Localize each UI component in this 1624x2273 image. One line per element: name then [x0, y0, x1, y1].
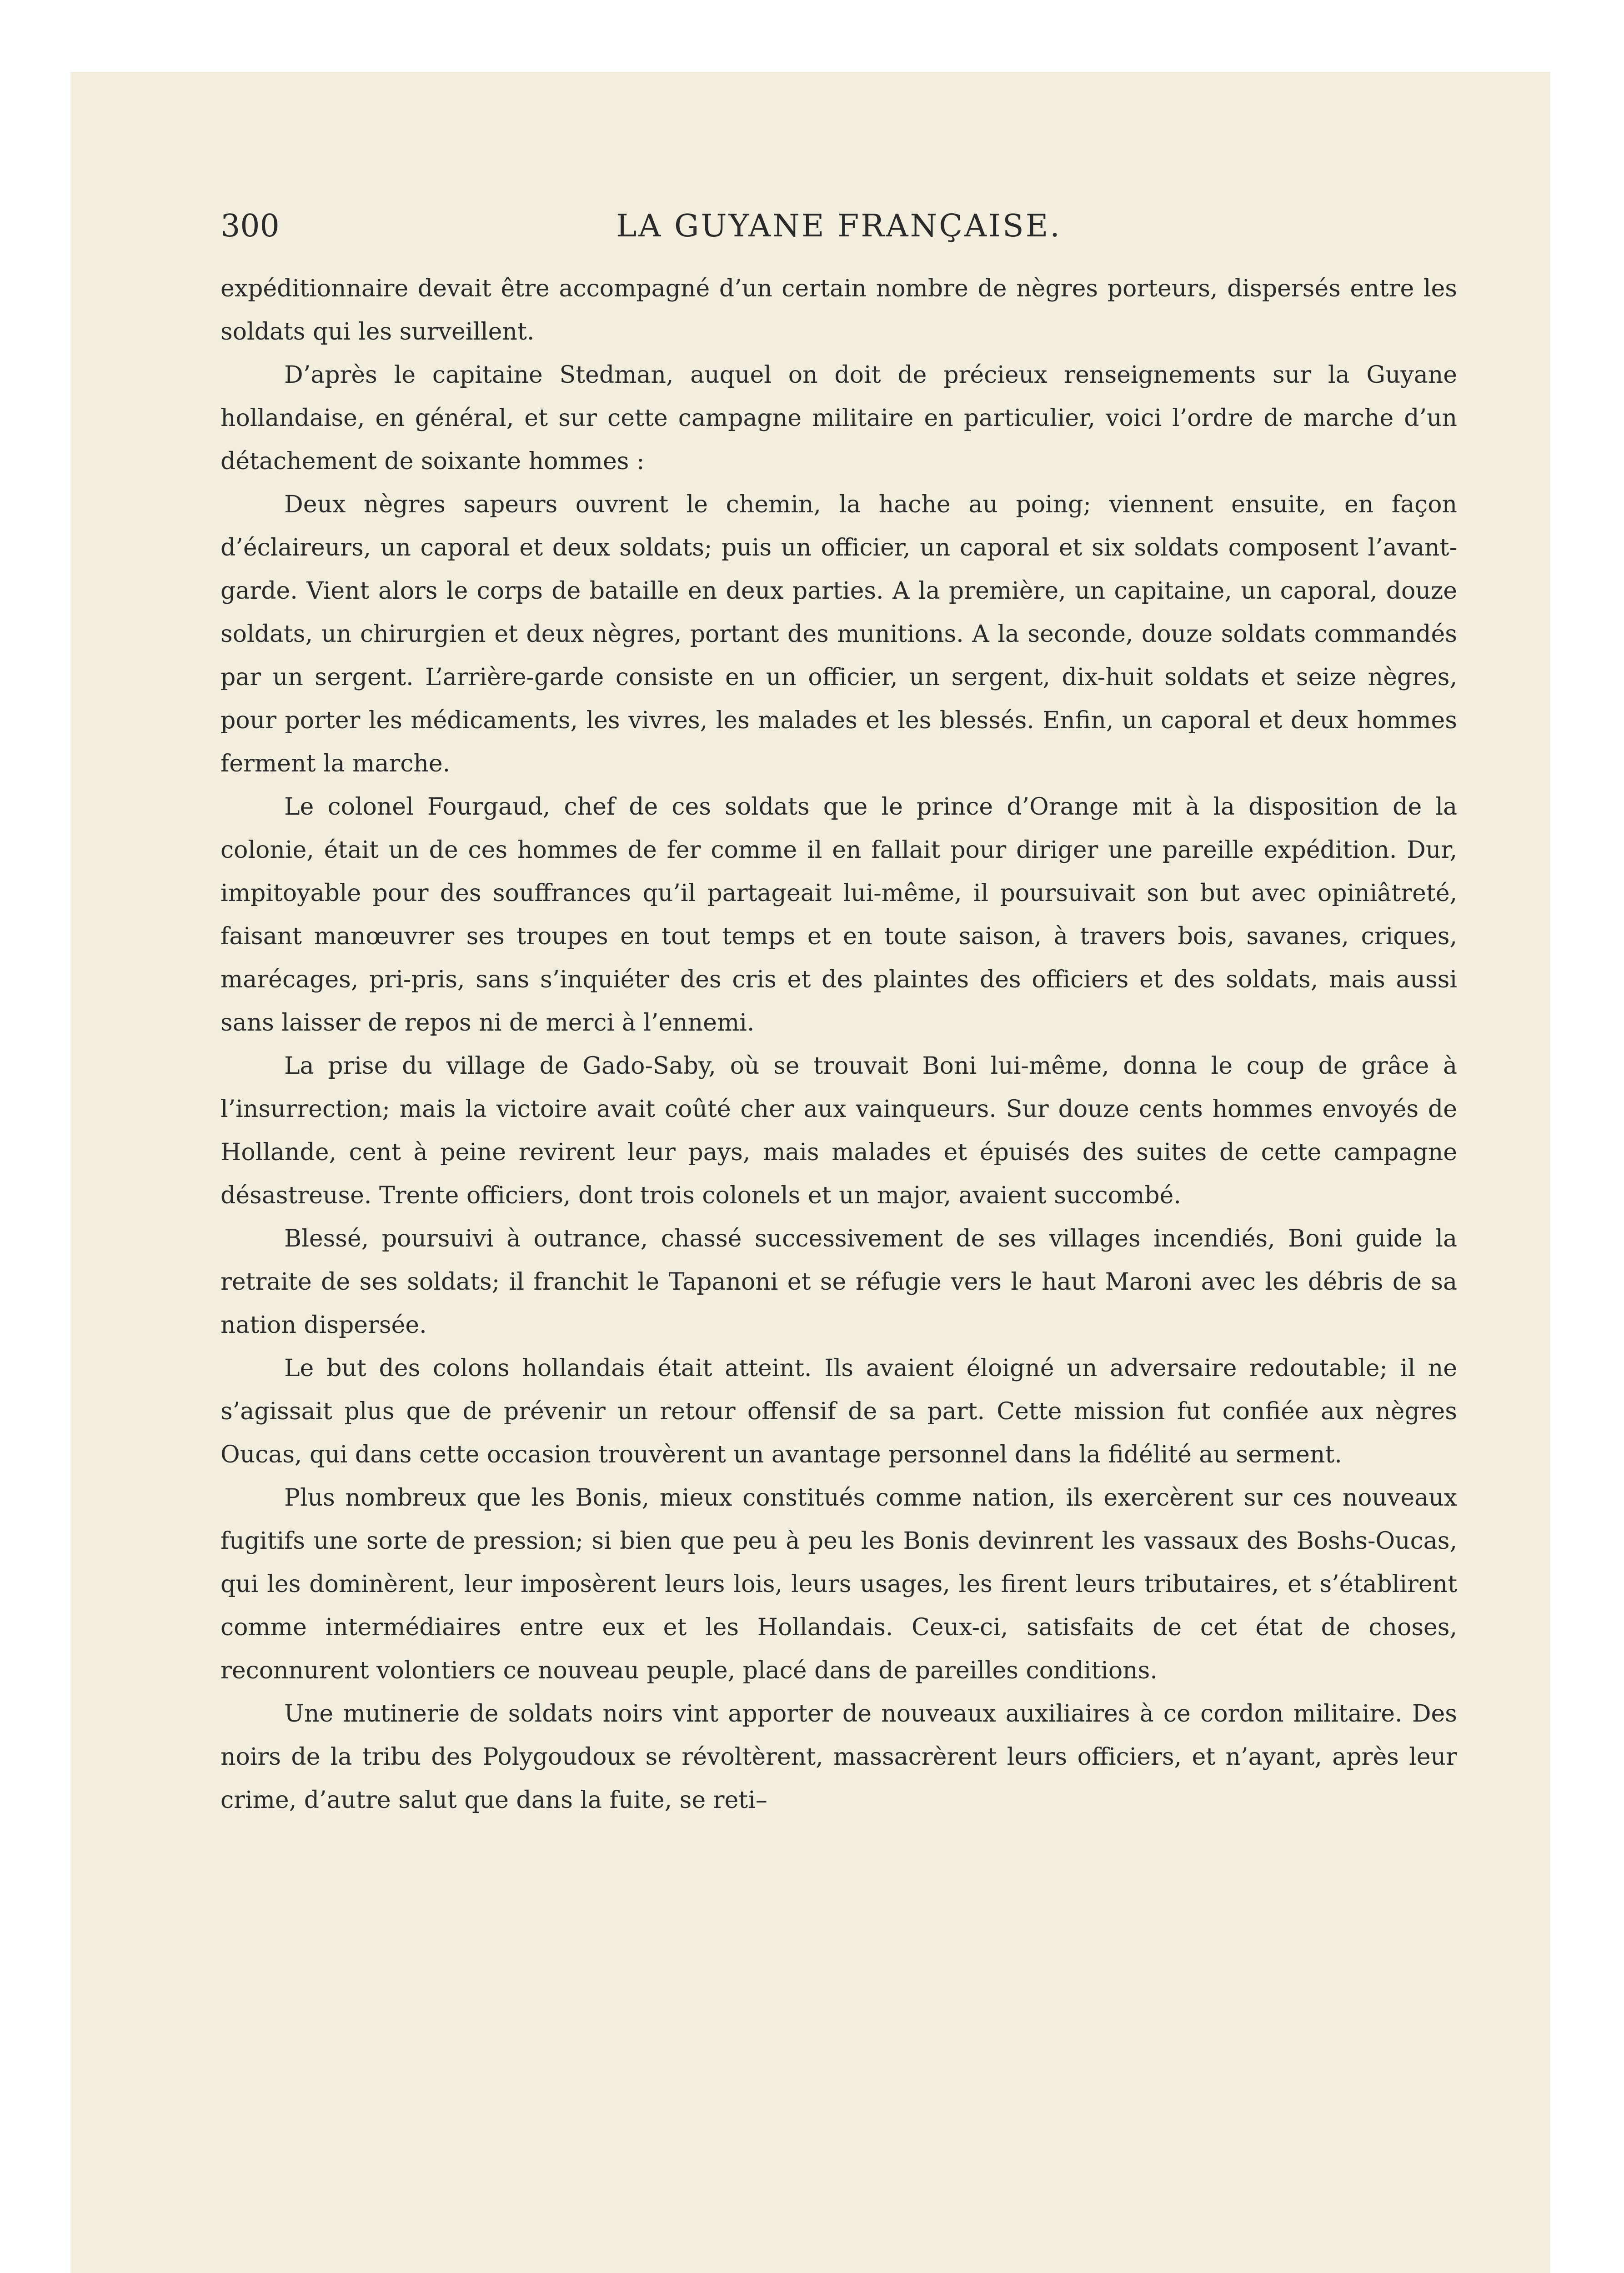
scanned-page [70, 72, 1550, 2273]
page-content [221, 208, 1457, 1822]
page-number: 300 [221, 208, 280, 244]
paragraph-2: D’après le capitaine Stedman, auquel on doit de précieux renseignements sur la Guyane hollandaise, en général, et sur cette campagne militaire en particulier, voici l’ordre de marche d’un détachement de soixante hommes : [221, 361, 1457, 475]
paragraph-9: Une mutinerie de soldats noirs vint apporter de nouveaux auxiliaires à ce cordon militaire. Des noirs de la tribu des Polygoudoux se révoltèrent, massacrèrent leurs officiers, et n’ayant, après leur crime, d’autre salut que dans la fuite, se reti– [221, 1700, 1457, 1814]
paragraph-7: Le but des colons hollandais était atteint. Ils avaient éloigné un adversaire redoutable; il ne s’agissait plus que de prévenir un retour offensif de sa part. Cette mission fut confiée aux nègres Oucas, qui dans cette occasion trouvèrent un avantage personnel dans la fidélité au serment. [221, 1355, 1457, 1468]
paragraph-6: Blessé, poursuivi à outrance, chassé successivement de ses villages incendiés, Boni guide la retraite de ses soldats; il franchit le Tapanoni et se réfugie vers le haut Maroni avec les débris de sa nation dispersée. [221, 1225, 1457, 1339]
paragraph-4: Le colonel Fourgaud, chef de ces soldats que le prince d’Orange mit à la disposition de la colonie, était un de ces hommes de fer comme il en fallait pour diriger une pareille expédition. Dur, impitoyable pour des souffrances qu’il partageait lui-même, il poursuivait son but avec opiniâtreté, faisant manœuvrer ses troupes en tout temps et en toute saison, à travers bois, savanes, criques, marécages, pri-pris, sans s’inquiéter des cris et des plaintes des officiers et des soldats, mais aussi sans laisser de repos ni de merci à l’ennemi. [221, 793, 1457, 1036]
paragraph-8: Plus nombreux que les Bonis, mieux constitués comme nation, ils exercèrent sur ces nouveaux fugitifs une sorte de pression; si bien que peu à peu les Bonis devinrent les vassaux des Boshs-Oucas, qui les dominèrent, leur imposèrent leurs lois, leurs usages, les firent leurs tributaires, et s’établirent comme intermédiaires entre eux et les Hollandais. Ceux-ci, satisfaits de cet état de choses, reconnurent volontiers ce nouveau peuple, placé dans de pareilles conditions. [221, 1484, 1457, 1684]
paragraph-1: expéditionnaire devait être accompagné d’un certain nombre de nègres porteurs, dispersés entre les soldats qui les surveillent. [221, 275, 1457, 345]
paragraph-5: La prise du village de Gado-Saby, où se trouvait Boni lui-même, donna le coup de grâce à l’insurrection; mais la victoire avait coûté cher aux vainqueurs. Sur douze cents hommes envoyés de Hollande, cent à peine revirent leur pays, mais malades et épuisés des suites de cette campagne désastreuse. Trente officiers, dont trois colonels et un major, avaient succombé. [221, 1052, 1457, 1209]
paragraph-3: Deux nègres sapeurs ouvrent le chemin, la hache au poing; viennent ensuite, en façon d’éclaireurs, un caporal et deux soldats; puis un officier, un caporal et six soldats composent l’avant-garde. Vient alors le corps de bataille en deux parties. A la première, un capitaine, un caporal, douze soldats, un chirurgien et deux nègres, portant des munitions. A la seconde, douze soldats commandés par un sergent. L’arrière-garde consiste en un officier, un sergent, dix-huit soldats et seize nègres, pour porter les médicaments, les vivres, les malades et les blessés. Enfin, un caporal et deux hommes ferment la marche. [221, 491, 1457, 777]
body-text [221, 267, 1457, 1822]
page-header [221, 208, 1457, 258]
running-title: LA GUYANE FRANÇAISE. [616, 208, 1062, 244]
